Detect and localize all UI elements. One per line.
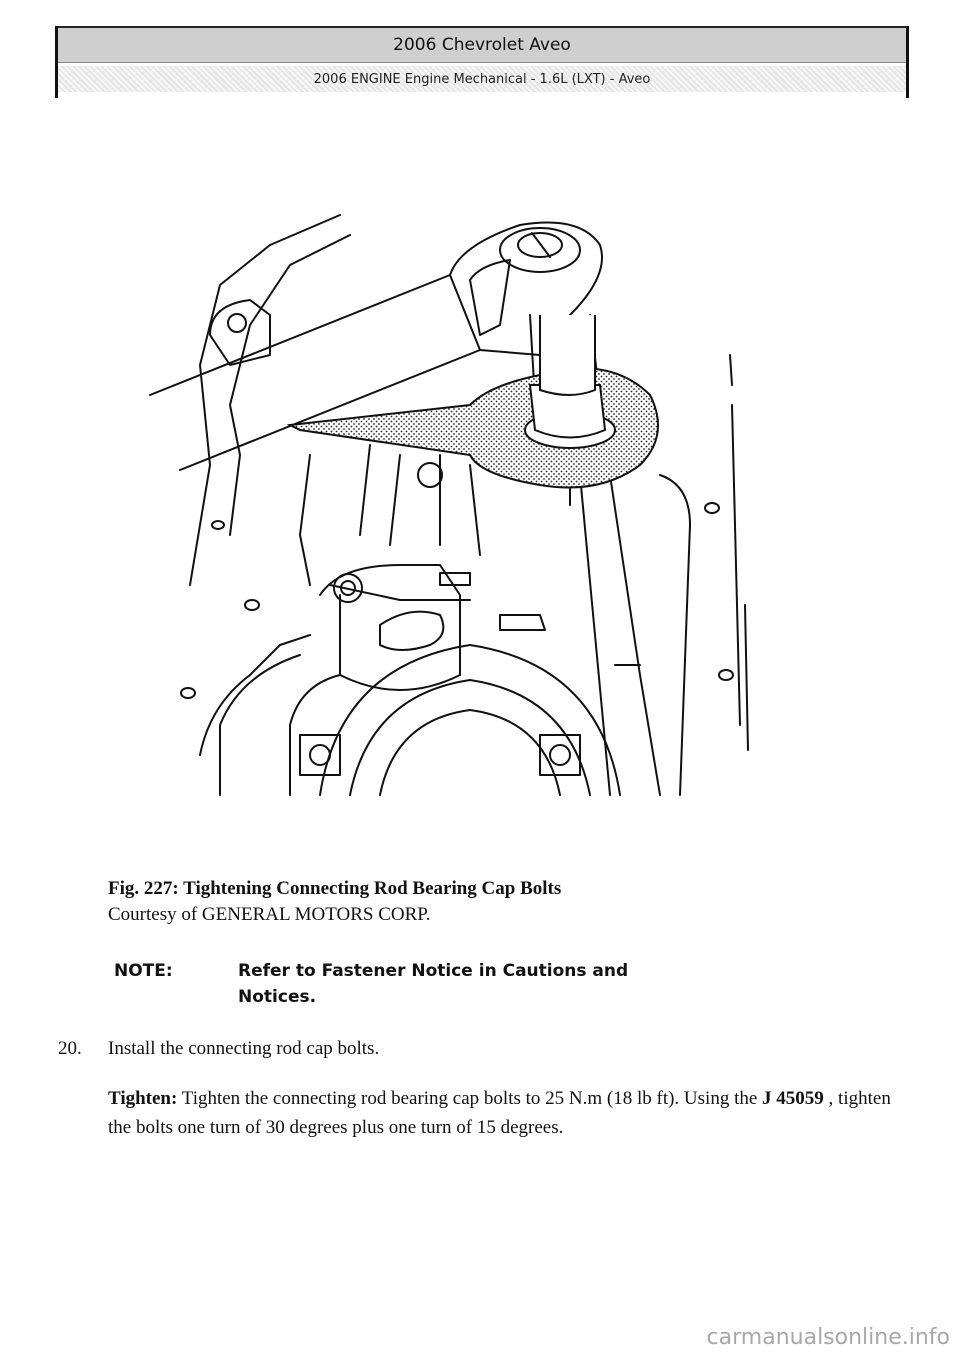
- note-text: Refer to Fastener Notice in Cautions and Notices.: [238, 961, 629, 1007]
- connecting-rod-bolt-illustration: [140, 205, 780, 805]
- tighten-spec: [108, 1084, 908, 1142]
- step-number: 20.: [58, 1038, 82, 1059]
- header-title: 2006 Chevrolet Aveo: [58, 26, 906, 63]
- tighten-text-before: Tighten the connecting rod bearing cap bolts to 25 N.m (18 lb ft). Using the: [177, 1088, 763, 1109]
- header-subtitle: 2006 ENGINE Engine Mechanical - 1.6L (LXT) - Aveo: [58, 66, 906, 92]
- note-label: NOTE:: [114, 961, 173, 981]
- header-border-right: [906, 26, 909, 98]
- tighten-tool: J 45059: [762, 1088, 824, 1109]
- figure-caption: [108, 876, 561, 928]
- watermark: carmanualsonline.info: [706, 1325, 950, 1350]
- figure-caption-title: Fig. 227: Tightening Connecting Rod Bearing Cap Bolts: [108, 878, 562, 899]
- page-header: [58, 26, 906, 96]
- step-text: Install the connecting rod cap bolts.: [108, 1038, 380, 1059]
- figure-caption-credit: Courtesy of GENERAL MOTORS CORP.: [108, 904, 431, 925]
- tighten-text-after: , tighten the bolts one turn of 30 degrees plus one turn of 15 degrees.: [108, 1088, 891, 1138]
- tighten-label: Tighten:: [108, 1088, 178, 1109]
